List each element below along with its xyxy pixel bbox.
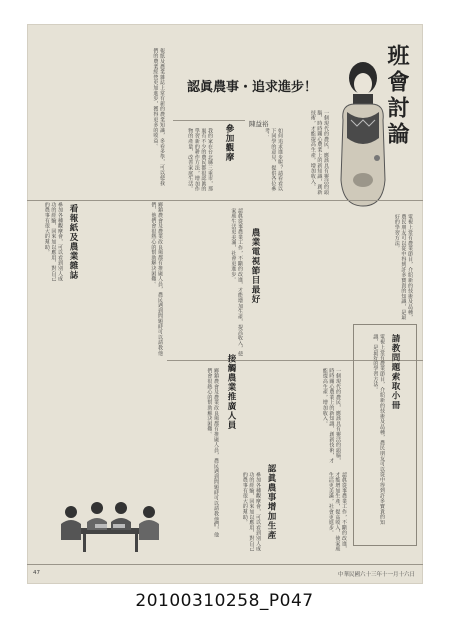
- group-illustration: [55, 494, 165, 556]
- subhead-production: 認眞農事增加生產: [266, 464, 276, 540]
- column-title: 班會討論: [384, 44, 410, 148]
- body-text-col-d: 電視上常有農業節目，介紹新的技術及品種，農民朋友可以從中得到許多寶貴的知識，是最好的學習方法。: [393, 214, 413, 320]
- title-rule: [173, 120, 245, 121]
- body-text-col-f: 認眞從事農業工作，不斷的改進，才能增加生產，提高收入，使家庭生活更美滿，社會更進步。: [230, 208, 243, 357]
- sidebar-header: 請教問題索取小冊: [390, 334, 400, 410]
- body-text-col-k: 認眞從事農業工作，不斷的改進，才能增加生產，提高收入，使家庭生活更美滿，社會更進步。: [327, 472, 347, 552]
- footer-rule: [27, 564, 423, 565]
- subhead-extension: 接觸農業推廣人員: [226, 354, 236, 430]
- page-number: 47: [33, 570, 40, 576]
- article-author: 陳益裕: [249, 120, 269, 128]
- article-title: 認眞農事・追求進步！: [187, 80, 318, 95]
- subhead-observe: 參加觀摩: [224, 124, 234, 162]
- body-text-col-g: 參加各種觀摩會，可以看到別人成功的經驗，回來加以應用，對自己的農事有很大的幫助。: [43, 202, 63, 282]
- body-text-col-l: 參加各種觀摩會，可以看到別人成功的經驗，回來加以應用，對自己的農事有很大的幫助。: [241, 472, 261, 552]
- sidebar-text: 電視上常有農業節目，介紹新的技術及品種，農民朋友可以從中得到許多寶貴的知識，是最好的學習方法。: [372, 334, 385, 525]
- horizontal-rule-1: [27, 200, 423, 201]
- magazine-page: [27, 24, 423, 584]
- body-text-col-c: 我的家在台北縣三重市，那裏有不少的農民都很認眞的學習新的耕作方法，增加作物的產量，改善家庭生活。: [187, 128, 213, 192]
- body-text-col-a: 一個現代的農民，應該具有靈活的頭腦，時時關心農業上的新知識，創新技術，才能提高生產，增加收入。: [309, 110, 329, 195]
- subhead-newspaper: 看報紙及農業雜誌: [68, 204, 78, 280]
- body-text-col-j: 鄉鎮農會及農業改良場都有推廣人員，農民遇到問題時可以請教他們，他們會很熱心的幫助解決困難。: [206, 368, 219, 538]
- body-text-col-h: 報紙及農業雜誌上常有新的農業知識，多看多學，可以使我們的農業經營更加進步，獲得更多的收益。: [152, 48, 165, 186]
- body-text-col-i: 一個現代的農民，應該具有靈活的頭腦，時時關心農業上的新知識，創新技術，才能提高生產，增加收入。: [321, 368, 341, 464]
- subhead-tv: 農業電視節目最好: [250, 228, 260, 304]
- body-text-col-e: 鄉鎮農會及農業改良場都有推廣人員，農民遇到問題時可以請教他們，他們會很熱心的幫助解決困難。: [150, 202, 163, 356]
- issue-date: 中華民國六十三年十一月十六日: [337, 572, 415, 578]
- body-text-col-b: 如何追求進步呢？請看看以下同學的意見，提供各位參考：: [263, 128, 283, 192]
- image-caption: 20100310258_P047: [135, 591, 314, 611]
